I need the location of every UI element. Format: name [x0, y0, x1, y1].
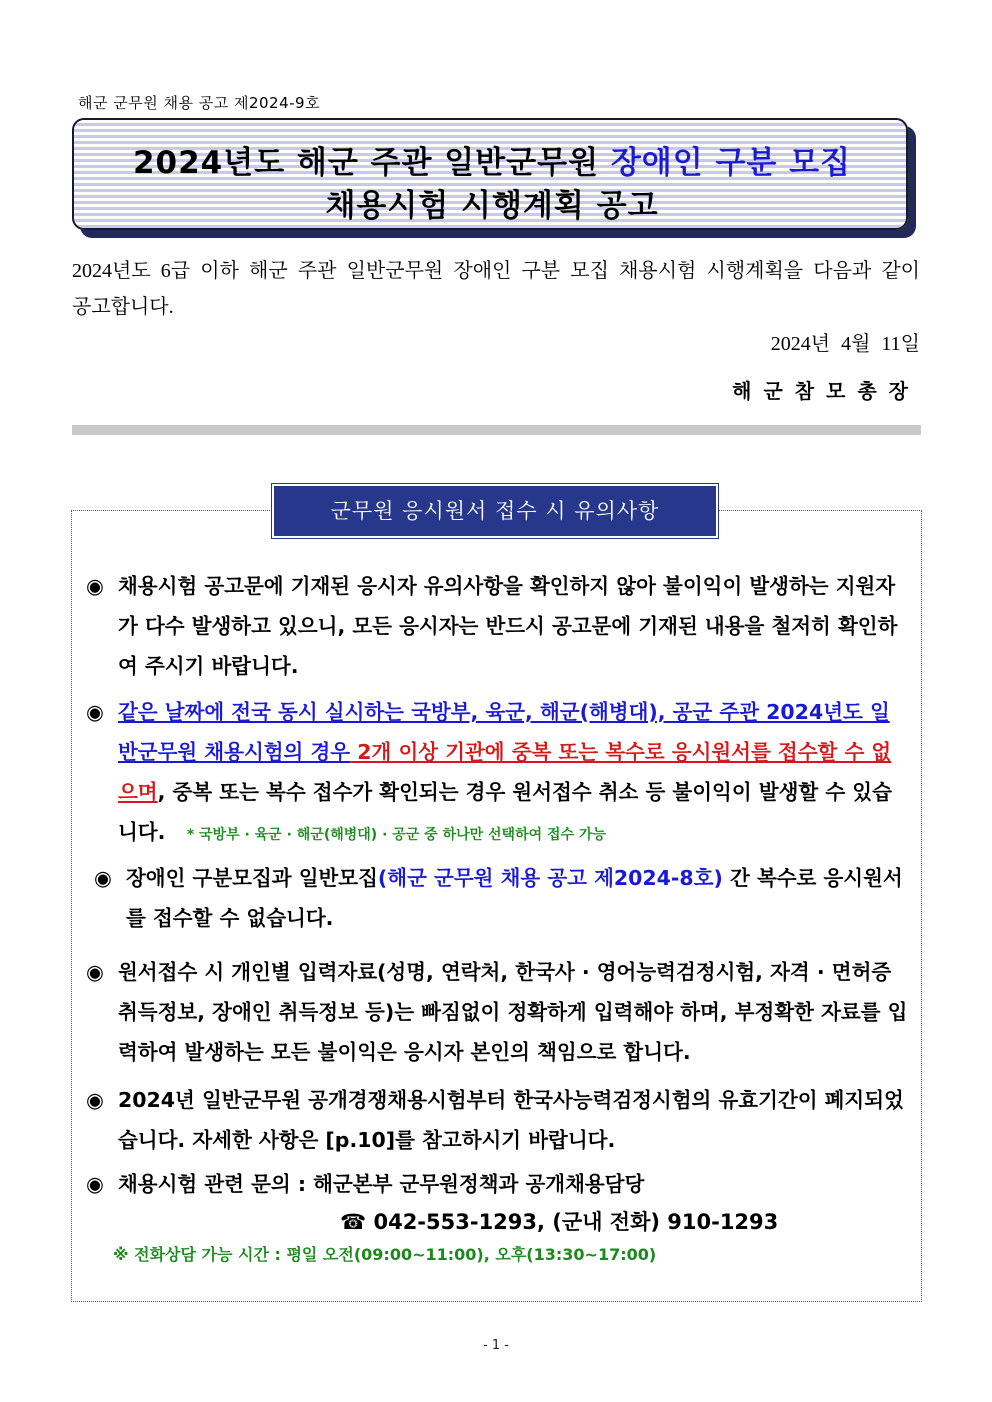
title-line1 [74, 137, 910, 182]
note3-reference: (해군 군무원 채용 공고 제2024-8호) [377, 866, 723, 890]
note-item-4 [86, 952, 908, 1072]
note-item-6 [86, 1164, 908, 1204]
note3-part2: 간 복수로 응시원서를 접수할 수 없습니다. [126, 866, 903, 930]
bullet-icon: ◉ [86, 1088, 104, 1112]
note3-part1: 장애인 구분모집과 일반모집 [126, 866, 378, 890]
notice-date: 2024년 4월 11일 [770, 333, 920, 355]
note-item-5 [86, 1080, 908, 1160]
page-number: - 1 - [483, 1338, 509, 1353]
note2-red-text: 2개 이상 기관에 중복 또는 복수로 응시원서를 접수할 수 없으며 [118, 740, 892, 804]
note-item-3 [94, 858, 908, 938]
bullet-icon: ◉ [94, 866, 112, 890]
note2-footnote: * 국방부 · 육군 · 해군(해병대) · 공군 중 하나만 선택하여 접수 가능 [186, 827, 606, 843]
note-text: 채용시험 관련 문의 : 해군본부 군무원정책과 공개채용담당 [118, 1172, 645, 1196]
note-text [126, 858, 908, 938]
separator [72, 425, 921, 435]
title-highlight: 장애인 구분 모집 [610, 145, 852, 181]
bullet-icon: ◉ [86, 960, 104, 984]
title-part1: 2024년도 해군 주관 일반군무원 [132, 145, 611, 181]
bullet-icon: ◉ [86, 700, 104, 724]
note-text [118, 692, 908, 855]
note2-rest-text: , 중복 또는 복수 접수가 확인되는 경우 원서접수 취소 등 불이익이 발생할 수 있습니다. [118, 780, 892, 844]
note-item-1 [86, 566, 908, 686]
title-box [72, 118, 908, 230]
contact-phone: ☎ 042-553-1293, (군내 전화) 910-1293 [340, 1210, 779, 1234]
title-line2: 채용시험 시행계획 공고 [325, 188, 659, 224]
note2-blue-text: 같은 날짜에 전국 동시 실시하는 국방부, 육군, 해군(해병대), 공군 주관 2024년도 일반군무원 채용시험의 경우 [118, 700, 890, 764]
issuer: 해군참모총장 [732, 379, 920, 403]
contact-hours: ※ 전화상담 가능 시간 : 평일 오전(09:00~11:00), 오후(13:30~17:00) [113, 1245, 657, 1264]
note-item-2 [86, 692, 908, 855]
bullet-icon: ◉ [86, 1172, 104, 1196]
notes-header: 군무원 응시원서 접수 시 유의사항 [272, 484, 718, 538]
note-text: 원서접수 시 개인별 입력자료(성명, 연락처, 한국사 · 영어능력검정시험, 자격 · 면허증 취득정보, 장애인 취득정보 등)는 빠짐없이 정확하게 입력해야 하며, 부정확한 자료를 입력하여 발생하는 모든 불이익은 응시자 본인의 책임으로 합니다. [118, 960, 908, 1064]
bullet-icon: ◉ [86, 574, 104, 598]
notice-number: 해군 군무원 채용 공고 제2024-9호 [78, 94, 321, 112]
note-text: 채용시험 공고문에 기재된 응시자 유의사항을 확인하지 않아 불이익이 발생하는 지원자가 다수 발생하고 있으니, 모든 응시자는 반드시 공고문에 기재된 내용을 철저히 확인하여 주시기 바랍니다. [118, 574, 898, 678]
note-text: 2024년 일반군무원 공개경쟁채용시험부터 한국사능력검정시험의 유효기간이 폐지되었습니다. 자세한 사항은 [p.10]를 참고하시기 바랍니다. [118, 1088, 904, 1152]
intro-text: 2024년도 6급 이하 해군 주관 일반군무원 장애인 구분 모집 채용시험 시행계획을 다음과 같이 공고합니다. [72, 260, 920, 318]
